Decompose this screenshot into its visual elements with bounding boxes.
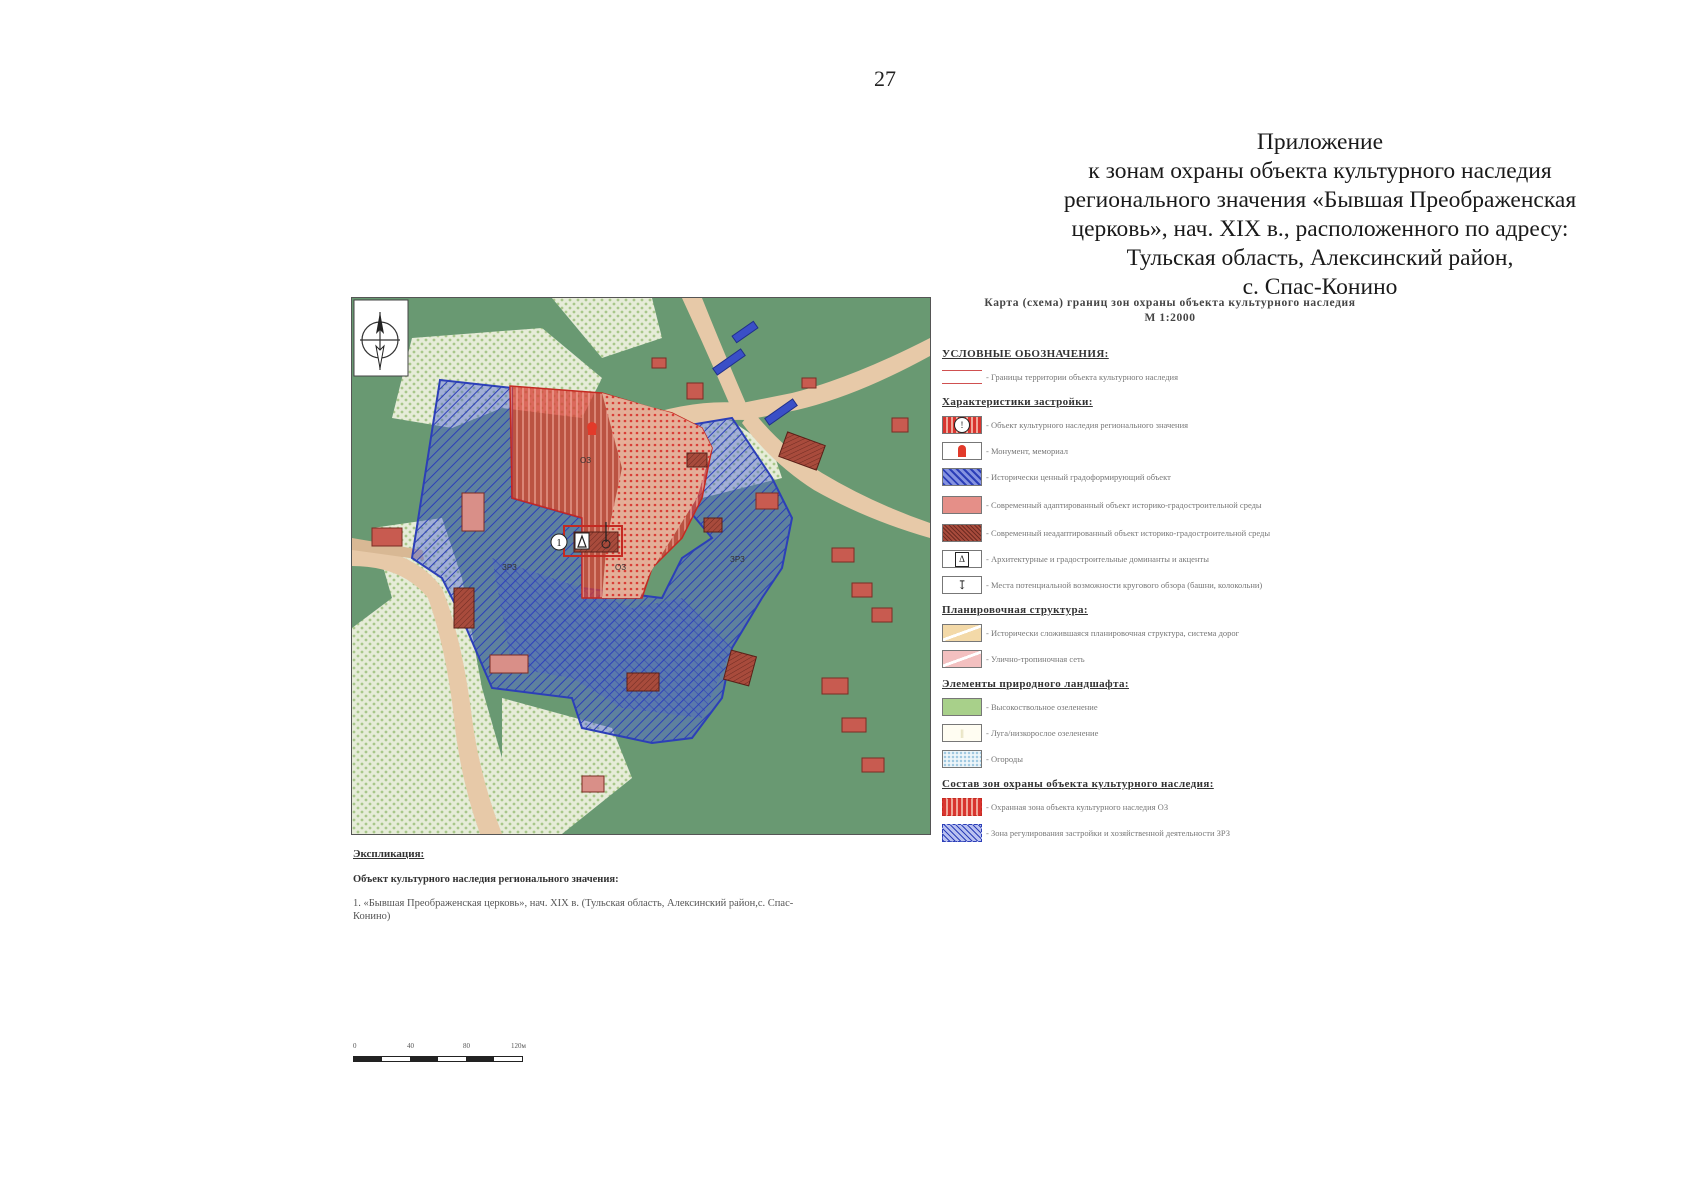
building: [462, 493, 484, 531]
legend-section-title: Характеристики застройки:: [942, 396, 1093, 408]
legend-label: - Улично-тропиночная сеть: [986, 654, 1085, 664]
historic-roads-icon: [942, 624, 982, 642]
page-number: 27: [874, 66, 896, 91]
appendix-line: церковь», нач. XIX в., расположенного по адресу:: [1071, 216, 1569, 242]
explication-title: Экспликация:: [353, 848, 425, 860]
building: [862, 758, 884, 772]
north-arrow: [354, 300, 408, 376]
legend-item: [942, 620, 1362, 646]
building: [872, 608, 892, 622]
building: [832, 548, 854, 562]
object-number: 1: [556, 538, 562, 549]
legend-label: - Луга/низкорослое озеленение: [986, 728, 1099, 738]
legend-label: - Охранная зона объекта культурного наследия ОЗ: [986, 802, 1169, 812]
historic-object-icon: [942, 468, 982, 486]
appendix-line: к зонам охраны объекта культурного наследия: [1088, 158, 1552, 184]
building: [892, 418, 908, 432]
building: [687, 453, 707, 467]
building: [454, 588, 474, 628]
legend-label: - Современный неадаптированный объект историко-градостроительной среды: [986, 528, 1271, 538]
map-scale: М 1:2000: [1144, 312, 1196, 324]
legend-item: [942, 438, 1362, 464]
legend-section-title: Планировочная структура:: [942, 604, 1088, 616]
map-title-block: [940, 296, 1400, 326]
explication-text: 1. «Бывшая Преображенская церковь», нач. XIX в. (Тульская область, Алексинский район,с. Спас-Конино): [353, 898, 794, 922]
legend-label: - Высокоствольное озеленение: [986, 702, 1098, 712]
legend-section-title: Состав зон охраны объекта культурного наследия:: [942, 778, 1214, 790]
building: [490, 655, 528, 673]
map-title: Карта (схема) границ зон охраны объекта культурного наследия: [984, 297, 1356, 309]
legend-item: [942, 464, 1362, 490]
building: [704, 518, 722, 532]
legend-item: [942, 364, 1362, 390]
building: [627, 673, 659, 691]
explication-subtitle: Объект культурного наследия регионального значения:: [353, 874, 619, 885]
adapted-object-icon: [942, 496, 982, 514]
legend-item: [942, 746, 1362, 772]
legend-label: - Объект культурного наследия регионального значения: [986, 420, 1189, 430]
legend-label: - Исторически ценный градоформирующий объект: [986, 472, 1171, 482]
legend-item: [942, 820, 1362, 846]
legend-item: [942, 646, 1362, 672]
legend-label: - Современный адаптированный объект историко-градостроительной среды: [986, 500, 1262, 510]
zone-map[interactable]: [351, 297, 931, 835]
legend: [942, 342, 1362, 846]
building: [756, 493, 778, 509]
building: [822, 678, 848, 694]
scale-tick: 0: [353, 1042, 357, 1050]
legend-title: УСЛОВНЫЕ ОБОЗНАЧЕНИЯ:: [942, 348, 1109, 360]
appendix-line: с. Спас-Конино: [1242, 274, 1398, 300]
appendix-line: Тульская область, Алексинский район,: [1126, 245, 1514, 271]
oz-zone-icon: [942, 798, 982, 816]
legend-item: [942, 794, 1362, 820]
scale-tick: 80: [463, 1042, 470, 1050]
legend-label: - Зона регулирования застройки и хозяйственной деятельности ЗРЗ: [986, 828, 1231, 838]
explication: [353, 848, 803, 923]
zone-label-zrz: ЗРЗ: [730, 555, 745, 564]
building: [852, 583, 872, 597]
scale-bar: [353, 1042, 533, 1072]
legend-item: [942, 520, 1362, 546]
heritage-object-icon: !: [942, 416, 982, 434]
legend-label: - Места потенциальной возможности кругового обзора (башни, колокольни): [986, 580, 1263, 590]
appendix-line: Приложение: [1256, 129, 1384, 155]
scale-bar-line: [353, 1056, 523, 1062]
boundary-line-icon: [942, 370, 982, 384]
legend-item: [942, 412, 1362, 438]
building: [687, 383, 703, 399]
legend-item: [942, 572, 1362, 598]
viewpoint-icon: ↧: [942, 576, 982, 594]
zrz-zone-icon: [942, 824, 982, 842]
zone-label-zrz: ЗРЗ: [502, 563, 517, 572]
legend-label: - Монумент, мемориал: [986, 446, 1068, 456]
legend-item: [942, 720, 1362, 746]
legend-label: - Огороды: [986, 754, 1023, 764]
scale-tick: 120м: [511, 1042, 526, 1050]
legend-item: [942, 546, 1362, 572]
building: [652, 358, 666, 368]
tall-greenery-icon: [942, 698, 982, 716]
legend-item: [942, 694, 1362, 720]
legend-item: [942, 490, 1362, 520]
building: [842, 718, 866, 732]
map-canvas: [352, 298, 930, 834]
scale-tick: 40: [407, 1042, 414, 1050]
monument-icon: [942, 442, 982, 460]
dominant-icon: Δ: [942, 550, 982, 568]
meadow-icon: ||: [942, 724, 982, 742]
zone-label-oz: ОЗ: [615, 563, 627, 572]
building: [802, 378, 816, 388]
appendix-heading: [1020, 128, 1620, 302]
nonadapted-object-icon: [942, 524, 982, 542]
legend-label: - Исторически сложившаяся планировочная структура, система дорог: [986, 628, 1240, 638]
legend-label: - Архитектурные и градостроительные доминанты и акценты: [986, 554, 1209, 564]
legend-label: - Границы территории объекта культурного наследия: [986, 372, 1178, 382]
building: [372, 528, 402, 546]
zone-label-oz: ОЗ: [580, 456, 592, 465]
gardens-icon: [942, 750, 982, 768]
street-network-icon: [942, 650, 982, 668]
legend-section-title: Элементы природного ландшафта:: [942, 678, 1129, 690]
appendix-line: регионального значения «Бывшая Преображенская: [1063, 187, 1577, 213]
building: [582, 776, 604, 792]
